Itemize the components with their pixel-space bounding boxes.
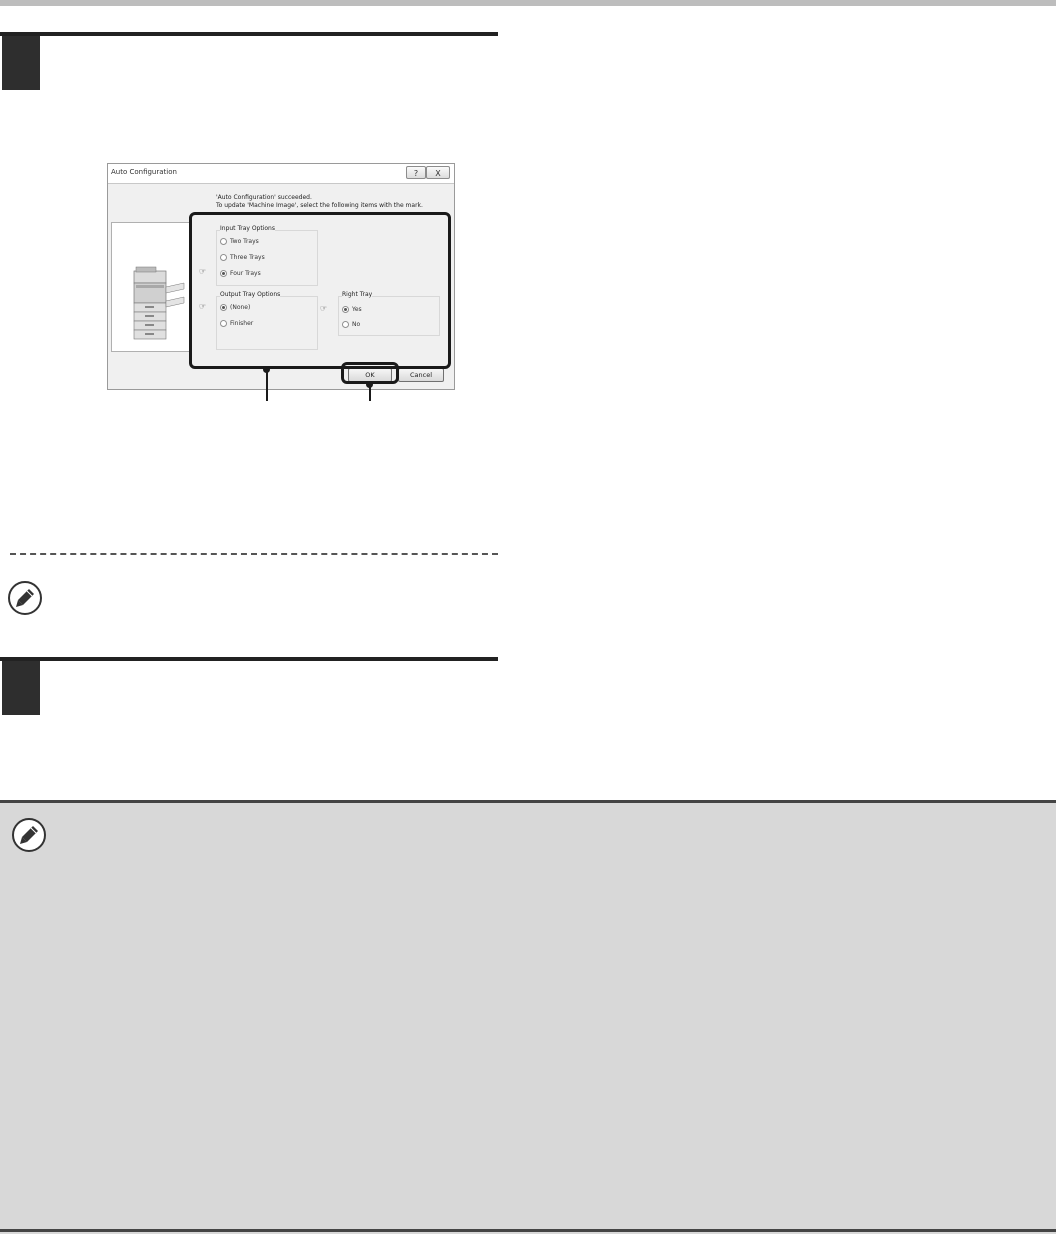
step-rule: [0, 32, 498, 36]
radio-label-two-trays: Two Trays: [230, 238, 259, 245]
callout-dot-2: [366, 381, 373, 388]
step-number-block: [2, 36, 40, 90]
pointing-hand-icon: ☞: [199, 267, 207, 276]
pencil-note-icon: [8, 581, 42, 615]
callout-dot-1: [263, 366, 270, 373]
dialog-titlebar: [108, 164, 454, 184]
step-header-2: [0, 657, 498, 715]
input-tray-label: Input Tray Options: [220, 225, 275, 232]
radio-label-no: No: [352, 321, 361, 328]
output-tray-label: Output Tray Options: [220, 291, 281, 298]
note-box-bottom-rule: [0, 1229, 1056, 1232]
dashed-divider: [10, 553, 498, 555]
close-button[interactable]: X: [426, 166, 450, 179]
help-button[interactable]: ?: [406, 166, 426, 179]
status-message: 'Auto Configuration' succeeded.: [216, 194, 312, 201]
radio-label-none: (None): [230, 304, 251, 311]
pencil-note-icon: [12, 818, 46, 852]
options-highlight: [189, 212, 451, 369]
note-box: [0, 800, 1056, 1234]
step-rule: [0, 657, 498, 661]
right-tray-label: Right Tray: [342, 291, 373, 298]
instruction-message: To update 'Machine Image', select the following items with the mark.: [216, 202, 423, 209]
radio-label-four-trays: Four Trays: [230, 270, 261, 277]
machine-image-preview: [111, 222, 191, 352]
step-header-1: [0, 32, 498, 90]
step-number-block: [2, 661, 40, 715]
dialog-title: Auto Configuration: [111, 168, 177, 176]
printer-image: [112, 223, 190, 351]
callout-line-1: [266, 369, 268, 401]
radio-label-three-trays: Three Trays: [230, 254, 265, 261]
radio-label-yes: Yes: [352, 306, 362, 313]
cancel-button[interactable]: Cancel: [398, 368, 444, 382]
ok-button[interactable]: OK: [348, 368, 392, 382]
pointing-hand-icon: ☞: [320, 304, 328, 313]
radio-label-finisher: Finisher: [230, 320, 254, 327]
pointing-hand-icon: ☞: [199, 302, 207, 311]
top-rule: [0, 0, 1056, 6]
